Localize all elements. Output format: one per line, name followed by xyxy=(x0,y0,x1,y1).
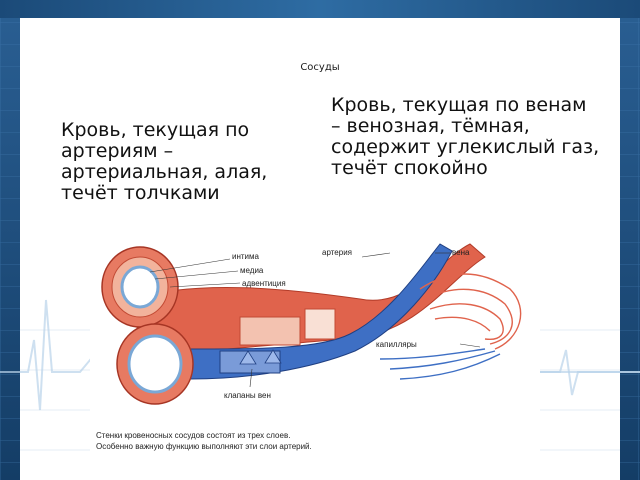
caption-line-2: Особенно важную функцию выполняют эти слои артерий. xyxy=(96,442,312,451)
label-capillaries: капилляры xyxy=(376,340,417,349)
figure-caption xyxy=(96,430,416,452)
caption-line-1: Стенки кровеносных сосудов состоят из трех слоев. xyxy=(96,431,291,440)
label-artery: артерия xyxy=(322,248,352,257)
artery-blood-text: Кровь, текущая по артериям – артериальная, алая, течёт толчками xyxy=(61,119,268,204)
label-valves: клапаны вен xyxy=(224,391,271,400)
label-vein: вена xyxy=(452,248,470,257)
blood-vessels-illustration xyxy=(90,239,540,457)
label-intima: интима xyxy=(232,252,259,261)
label-media: медиа xyxy=(240,266,264,275)
slide-title: Сосуды xyxy=(300,62,340,73)
vein-blood-text: Кровь, текущая по венам – венозная, тёмная, содержит углекислый газ, течёт спокойно xyxy=(331,94,600,179)
label-adventitia: адвентиция xyxy=(242,279,286,288)
